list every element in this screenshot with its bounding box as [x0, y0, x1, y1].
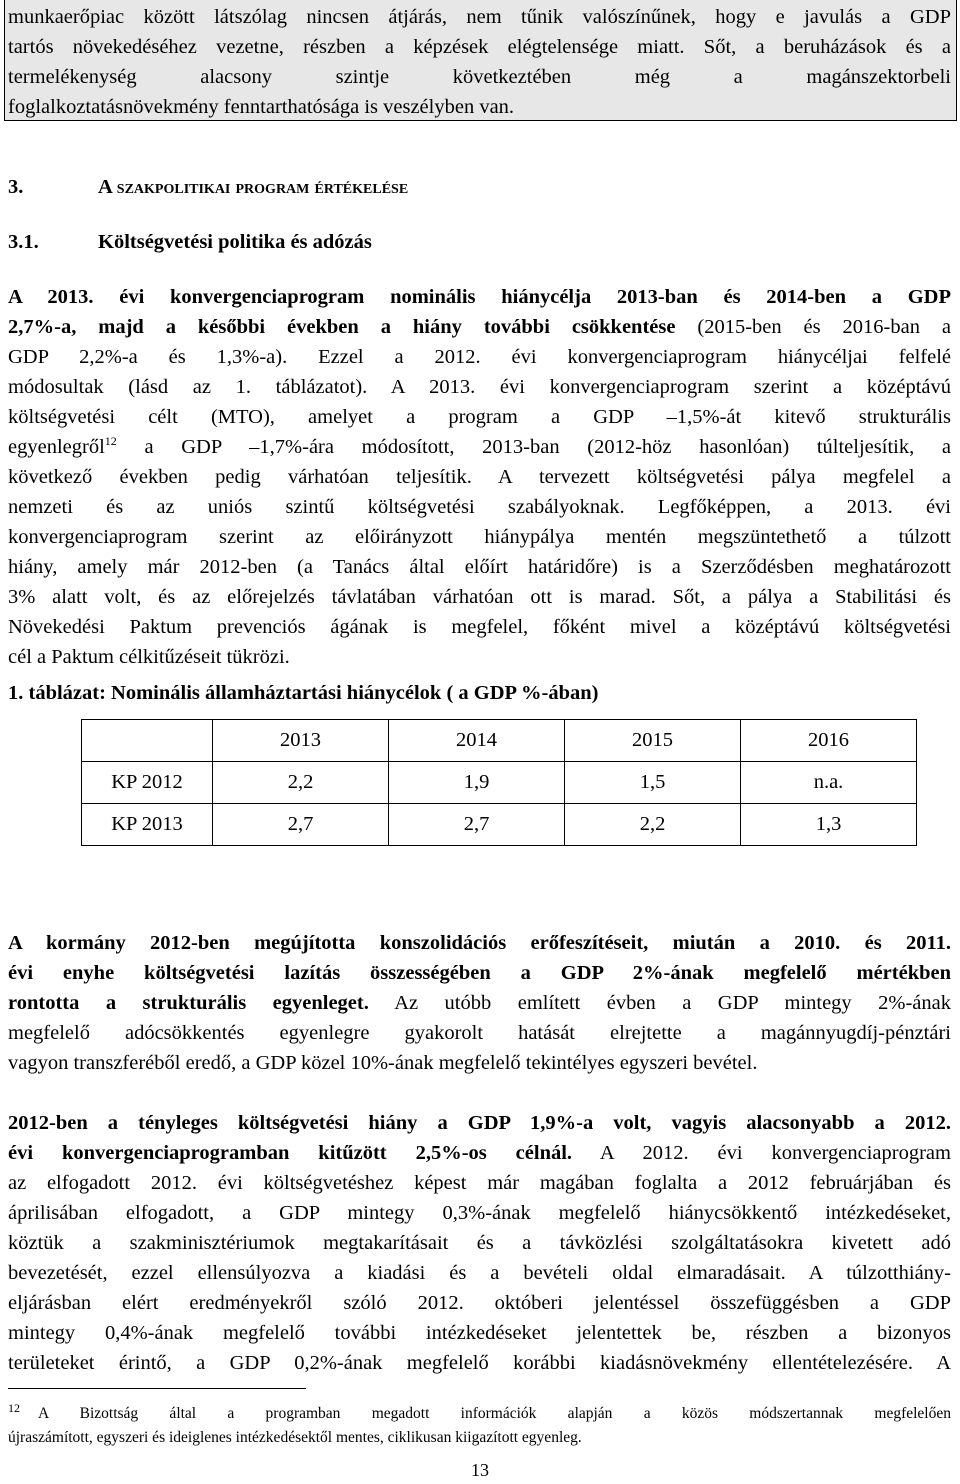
- table-cell: 2,7: [213, 804, 389, 846]
- paragraph-line: az elfogadott 2012. évi költségvetéshez képest már magában foglalta a 2012 februárjában és: [8, 1172, 951, 1194]
- table-row-label: KP 2012: [82, 762, 213, 804]
- intro-line: munkaerőpiac között látszólag nincsen átjárás, nem tűnik valószínűnek, hogy e javulás a GDP: [8, 6, 951, 28]
- paragraph-line: egyenlegről$^{12}$ a GDP –1,7%-ára módosított, 2013-ban (2012-höz hasonlóan) túlteljesítik, a: [8, 434, 951, 458]
- table-header-row: [82, 720, 917, 762]
- footnote-line: újraszámított, egyszeri és ideiglenes intézkedésektől mentes, ciklikusan kiigazított egyenleg.: [8, 1429, 582, 1446]
- paragraph-line: rontotta a strukturális egyenleget. Az utóbb említett évben a GDP mintegy 2%-ának: [8, 992, 951, 1014]
- paragraph-line: évi konvergenciaprogramban kitűzött 2,5%-os célnál. A 2012. évi konvergenciaprogram: [8, 1142, 951, 1164]
- table-row-label: KP 2013: [82, 804, 213, 846]
- deficit-table: [81, 719, 917, 846]
- paragraph-line: köztük a szakminisztériumok megtakarításait és a távközlési szolgáltatásokra kivetett adó: [8, 1232, 951, 1254]
- footnote-marker: 12: [8, 1400, 20, 1415]
- table-cell: 1,9: [389, 762, 565, 804]
- table-header-cell: 2016: [741, 720, 917, 762]
- paragraph-line: mintegy 0,4%-ának megfelelő további intézkedéseket jelentettek be, részben a bizonyos: [8, 1322, 951, 1344]
- paragraph-line: költségvetési célt (MTO), amelyet a program a GDP –1,5%-át kitevő strukturális: [8, 406, 951, 428]
- footnote-rule: [8, 1388, 306, 1389]
- paragraph-line: A 2013. évi konvergenciaprogram nominális hiánycélja 2013-ban és 2014-ben a GDP: [8, 286, 951, 308]
- paragraph-line: Növekedési Paktum prevenciós ágának is megfelel, főként mivel a középtávú költségvetési: [8, 616, 951, 638]
- intro-line: foglalkoztatásnövekmény fenntarthatósága is veszélyben van.: [8, 96, 515, 118]
- paragraph-line: 2012-ben a tényleges költségvetési hiány a GDP 1,9%-a volt, vagyis alacsonyabb a 2012.: [8, 1112, 951, 1134]
- subsection-title: Költségvetési politika és adózás: [98, 231, 372, 253]
- paragraph-line: konvergenciaprogram szerint az előirányzott hiánypálya mentén megszüntethető a túlzott: [8, 526, 951, 548]
- paragraph-line: nemzeti és az uniós szintű költségvetési szabályoknak. Legfőképpen, a 2013. évi: [8, 496, 951, 518]
- table-header-cell: 2014: [389, 720, 565, 762]
- footnote-ref: 12: [104, 434, 117, 449]
- table-cell: 2,7: [389, 804, 565, 846]
- section-title: A szakpolitikai program értékelése: [98, 176, 409, 198]
- paragraph-line: cél a Paktum célkitűzéseit tükrözi.: [8, 646, 290, 668]
- table-caption: 1. táblázat: Nominális államháztartási hiánycélok ( a GDP %-ában): [8, 682, 599, 704]
- table-row: [82, 804, 917, 846]
- table-cell: 1,3: [741, 804, 917, 846]
- paragraph-line: A kormány 2012-ben megújította konszolidációs erőfeszítéseit, miután a 2010. és 2011.: [8, 932, 951, 954]
- table-cell: 2,2: [213, 762, 389, 804]
- table-cell: 1,5: [565, 762, 741, 804]
- paragraph-line: évi enyhe költségvetési lazítás összességében a GDP 2%-ának megfelelő mértékben: [8, 962, 951, 984]
- paragraph-line: eljárásban elért eredményekről szóló 2012. októberi jelentéssel összefüggésben a GDP: [8, 1292, 951, 1314]
- intro-line: tartós növekedéséhez vezetne, részben a képzések elégtelensége miatt. Sőt, a beruházások és a: [8, 36, 951, 58]
- paragraph-line: megfelelő adócsökkentés egyenlegre gyakorolt hatását elrejtette a magánnyugdíj-pénztári: [8, 1022, 951, 1044]
- paragraph-line: hiány, amely már 2012-ben (a Tanács által előírt határidőre) is a Szerződésben meghatározott: [8, 556, 951, 578]
- section-number: 3.: [8, 176, 24, 198]
- table-cell: n.a.: [741, 762, 917, 804]
- paragraph-line: következő években pedig várhatóan teljesítik. A tervezett költségvetési pálya megfelel a: [8, 466, 951, 488]
- paragraph-line: bevezetését, ezzel ellensúlyozva a kiadási és a bevételi oldal elmaradásait. A túlzotthiány-: [8, 1262, 951, 1284]
- page-number: 13: [471, 1460, 489, 1480]
- paragraph-line: módosultak (lásd az 1. táblázatot). A 2013. évi konvergenciaprogram szerint a középtávú: [8, 376, 951, 398]
- subsection-number: 3.1.: [8, 231, 39, 253]
- table-cell: [82, 720, 213, 762]
- paragraph-line: áprilisában elfogadott, a GDP mintegy 0,3%-ának megfelelő hiánycsökkentő intézkedéseket,: [8, 1202, 951, 1224]
- paragraph-line: területeket érintő, a GDP 0,2%-ának megfelelő korábbi kiadásnövekmény ellentételezésére. A: [8, 1352, 951, 1374]
- table-header-cell: 2013: [213, 720, 389, 762]
- table-cell: 2,2: [565, 804, 741, 846]
- table-header-cell: 2015: [565, 720, 741, 762]
- footnote: $^{12}$ A Bizottság által a programban megadott információk alapján a közös módszertannak megfelelően: [8, 1400, 951, 1422]
- table-row: [82, 762, 917, 804]
- paragraph-line: 2,7%-a, majd a későbbi években a hiány további csökkentése (2015-ben és 2016-ban a: [8, 316, 951, 338]
- paragraph-line: GDP 2,2%-a és 1,3%-a). Ezzel a 2012. évi konvergenciaprogram hiánycéljai felfelé: [8, 346, 951, 368]
- intro-line: termelékenység alacsony szintje következtében még a magánszektorbeli: [8, 66, 951, 88]
- paragraph-line: 3% alatt volt, és az előrejelzés távlatában várhatóan ott is marad. Sőt, a pálya a Stabilitási és: [8, 586, 951, 608]
- paragraph-line: vagyon transzferéből eredő, a GDP közel 10%-ának megfelelő tekintélyes egyszeri bevétel.: [8, 1052, 758, 1074]
